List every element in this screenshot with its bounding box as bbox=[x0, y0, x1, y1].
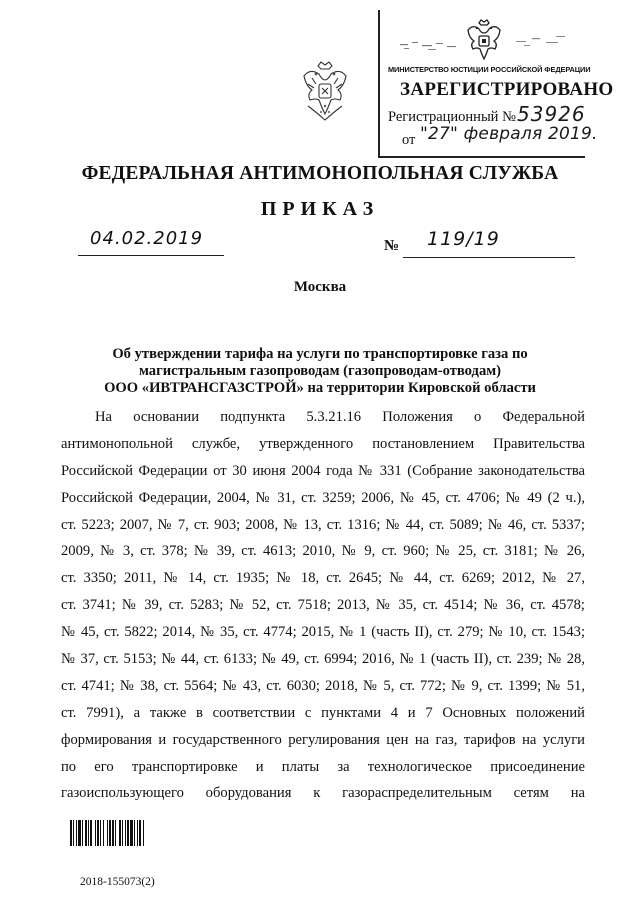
subject-line: магистральным газопроводам (газопроводам-отводам) bbox=[138, 363, 502, 379]
barcode-bar bbox=[107, 820, 108, 846]
barcode-bar bbox=[139, 820, 141, 846]
body-line: ст. 3741; № 39, ст. 5283; № 52, ст. 7518; 2013, № 35, ст. 4514; № 36, ст. 4578; bbox=[61, 597, 585, 614]
order-number: 119/19 bbox=[427, 228, 500, 250]
registration-date-label: от bbox=[402, 132, 416, 148]
body-line: ст. 7991), а также в соответствии с пунктами 4 и 7 Основных положений bbox=[61, 704, 585, 721]
barcode-bar bbox=[122, 820, 123, 846]
document-body bbox=[61, 404, 585, 807]
registration-number-label: Регистрационный № bbox=[388, 109, 516, 125]
stamp-smudge bbox=[398, 38, 462, 52]
subject-line: ООО «ИВТРАНСГАЗСТРОЙ» на территории Кировской области bbox=[104, 380, 536, 396]
document-title: ПРИКАЗ bbox=[260, 198, 380, 220]
barcode-bar bbox=[78, 820, 81, 846]
body-line: антимонопольной службе, утвержденного постановлением Правительства bbox=[61, 435, 585, 452]
barcode-bar bbox=[82, 820, 83, 846]
body-line: ст. 4741; № 38, ст. 5564; № 43, ст. 6030; 2018, № 5, ст. 772; № 9, ст. 1399; № 51, bbox=[61, 677, 585, 694]
order-date: 04.02.2019 bbox=[90, 228, 204, 249]
barcode-bar bbox=[85, 820, 87, 846]
registration-number: 53926 bbox=[517, 102, 586, 126]
barcode bbox=[70, 820, 168, 846]
registration-date: "27" февраля 2019. bbox=[420, 124, 598, 144]
stamp-ministry-label: МИНИСТЕРСТВО ЮСТИЦИИ РОССИЙСКОЙ ФЕДЕРАЦИИ bbox=[388, 65, 591, 74]
document-code: 2018-155073(2) bbox=[80, 876, 155, 888]
barcode-bar bbox=[134, 820, 135, 846]
barcode-bar bbox=[143, 820, 144, 846]
barcode-bar bbox=[115, 820, 116, 846]
body-line: газоиспользующего оборудования к газораспределительным сетям на bbox=[61, 785, 585, 802]
body-line: по его транспортировке и платы за технологическое присоединение bbox=[61, 758, 585, 775]
barcode-bar bbox=[88, 820, 89, 846]
barcode-bar bbox=[76, 820, 77, 846]
order-date-field bbox=[78, 225, 224, 256]
body-line: 2009, № 3, ст. 378; № 39, ст. 4613; 2010, № 9, ст. 960; № 25, ст. 3181; № 26, bbox=[61, 543, 585, 560]
city: Москва bbox=[293, 279, 347, 295]
stamp-registered-label: ЗАРЕГИСТРИРОВАНО bbox=[400, 79, 614, 100]
stamp-smudge bbox=[512, 32, 572, 50]
barcode-bar bbox=[95, 820, 96, 846]
body-line: № 37, ст. 5153; № 44, ст. 6133; № 49, ст. 6994; 2016, № 1 (часть II), ст. 239; № 28, bbox=[61, 651, 585, 668]
body-line: Российской Федерации от 30 июня 2004 года № 331 (Собрание законодательства bbox=[61, 462, 585, 479]
body-line: ст. 3350; 2011, № 14, ст. 1935; № 18, ст. 2645; № 44, ст. 6269; 2012, № 27, bbox=[61, 570, 585, 587]
barcode-bar bbox=[125, 820, 126, 846]
barcode-bar bbox=[109, 820, 111, 846]
barcode-bar bbox=[97, 820, 99, 846]
body-line: На основании подпункта 5.3.21.16 Положения о Федеральной bbox=[95, 409, 585, 425]
subject-line: Об утверждении тарифа на услуги по транспортировке газа по bbox=[112, 346, 528, 362]
barcode-bar bbox=[70, 820, 72, 846]
coat-of-arms-icon bbox=[298, 60, 352, 128]
order-number-field bbox=[403, 225, 575, 258]
barcode-bar bbox=[112, 820, 114, 846]
body-line: Российской Федерации, 2004, № 31, ст. 3259; 2006, № 45, ст. 4706; № 49 (2 ч.), bbox=[61, 489, 585, 506]
order-number-label: № bbox=[384, 238, 400, 254]
registration-stamp bbox=[378, 10, 614, 158]
barcode-bar bbox=[103, 820, 104, 846]
agency-name: ФЕДЕРАЛЬНАЯ АНТИМОНОПОЛЬНАЯ СЛУЖБА bbox=[81, 163, 559, 184]
barcode-bar bbox=[90, 820, 92, 846]
body-line: № 45, ст. 5822; 2014, № 35, ст. 4774; 2015, № 1 (часть II), ст. 279; № 10, ст. 1543; bbox=[61, 624, 585, 641]
barcode-bar bbox=[73, 820, 74, 846]
barcode-bar bbox=[130, 820, 133, 846]
stamp-emblem-icon bbox=[464, 18, 504, 68]
barcode-bar bbox=[119, 820, 121, 846]
barcode-bar bbox=[100, 820, 101, 846]
document-subject bbox=[60, 346, 580, 397]
barcode-bar bbox=[137, 820, 138, 846]
barcode-bar bbox=[127, 820, 129, 846]
body-line: ст. 5223; 2007, № 7, ст. 903; 2008, № 13, ст. 1316; № 44, ст. 5089; № 46, ст. 5337; bbox=[61, 516, 585, 533]
body-line: формирования и государственного регулирования цен на газ, тарифов на услуги bbox=[61, 731, 585, 748]
